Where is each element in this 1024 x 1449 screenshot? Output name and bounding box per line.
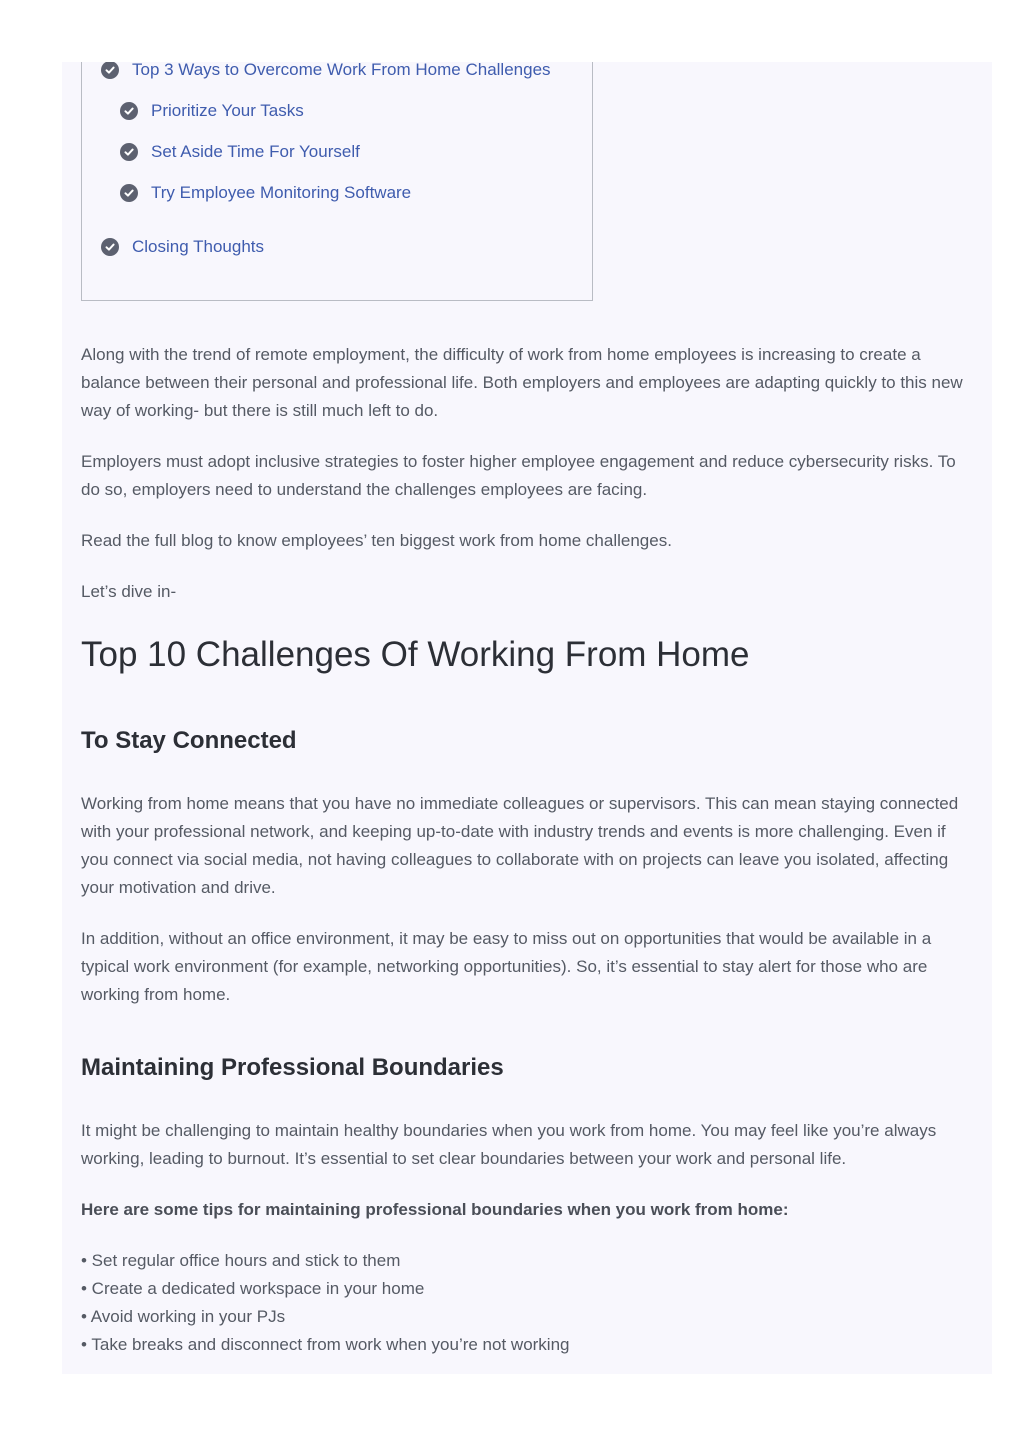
main-heading: Top 10 Challenges Of Working From Home [81,635,750,674]
tips-heading: Here are some tips for maintaining professional boundaries when you work from home: [81,1200,789,1219]
toc-item-monitoring-software[interactable] [120,183,411,203]
toc-item-label[interactable]: Closing Thoughts [132,237,264,256]
toc-item-label[interactable]: Set Aside Time For Yourself [151,142,360,161]
check-circle-icon [101,62,119,79]
list-item: • Avoid working in your PJs [81,1307,286,1326]
check-circle-icon [120,102,138,120]
check-circle-icon [120,184,138,202]
toc-item-label[interactable]: Top 3 Ways to Overcome Work From Home Challenges [132,62,551,79]
toc-item-prioritize-tasks[interactable] [120,101,304,121]
section1-paragraph-1: Working from home means that you have no immediate colleagues or supervisors. This can mean staying connected with your professional network, and keeping up-to-date with industry trends and events is more challenging. Even if you connect via social media, not having colleagues to collaborate with on projects can leave you isolated, affecting your motivation and drive. [81,794,959,897]
section-heading-professional-boundaries: Maintaining Professional Boundaries [81,1054,504,1081]
toc-item-closing-thoughts[interactable] [101,237,264,257]
check-circle-icon [120,143,138,161]
toc-item-label[interactable]: Try Employee Monitoring Software [151,183,412,202]
article-container [62,62,992,1374]
intro-paragraph-2: Employers must adopt inclusive strategies to foster higher employee engagement and reduce cybersecurity risks. To do so, employers need to understand the challenges employees are facing. [81,452,956,499]
table-of-contents [81,62,593,301]
list-item: • Create a dedicated workspace in your home [81,1279,425,1298]
article-body [81,341,966,1359]
intro-paragraph-1: Along with the trend of remote employment, the difficulty of work from home employees is increasing to create a balance between their personal and professional life. Both employers and employees are adapting quickly to this new way of working- but there is still much left to do. [81,345,963,420]
intro-paragraph-3: Read the full blog to know employees’ ten biggest work from home challenges. [81,531,672,550]
section-heading-stay-connected: To Stay Connected [81,727,297,754]
section2-paragraph-1: It might be challenging to maintain healthy boundaries when you work from home. You may feel like you’re always working, leading to burnout. It’s essential to set clear boundaries between your work and personal life. [81,1121,937,1168]
toc-item-label[interactable]: Prioritize Your Tasks [151,101,304,120]
list-item: • Take breaks and disconnect from work when you’re not working [81,1335,570,1354]
intro-paragraph-4: Let’s dive in- [81,582,177,601]
list-item: • Set regular office hours and stick to them [81,1251,401,1270]
section1-paragraph-2: In addition, without an office environment, it may be easy to miss out on opportunities that would be available in a typical work environment (for example, networking opportunities). So, it’s essential to stay alert for those who are working from home. [81,929,932,1004]
check-circle-icon [101,238,119,256]
tips-list [81,1247,966,1359]
toc-item-top-3-ways[interactable] [101,62,551,80]
toc-item-set-aside-time[interactable] [120,142,360,162]
